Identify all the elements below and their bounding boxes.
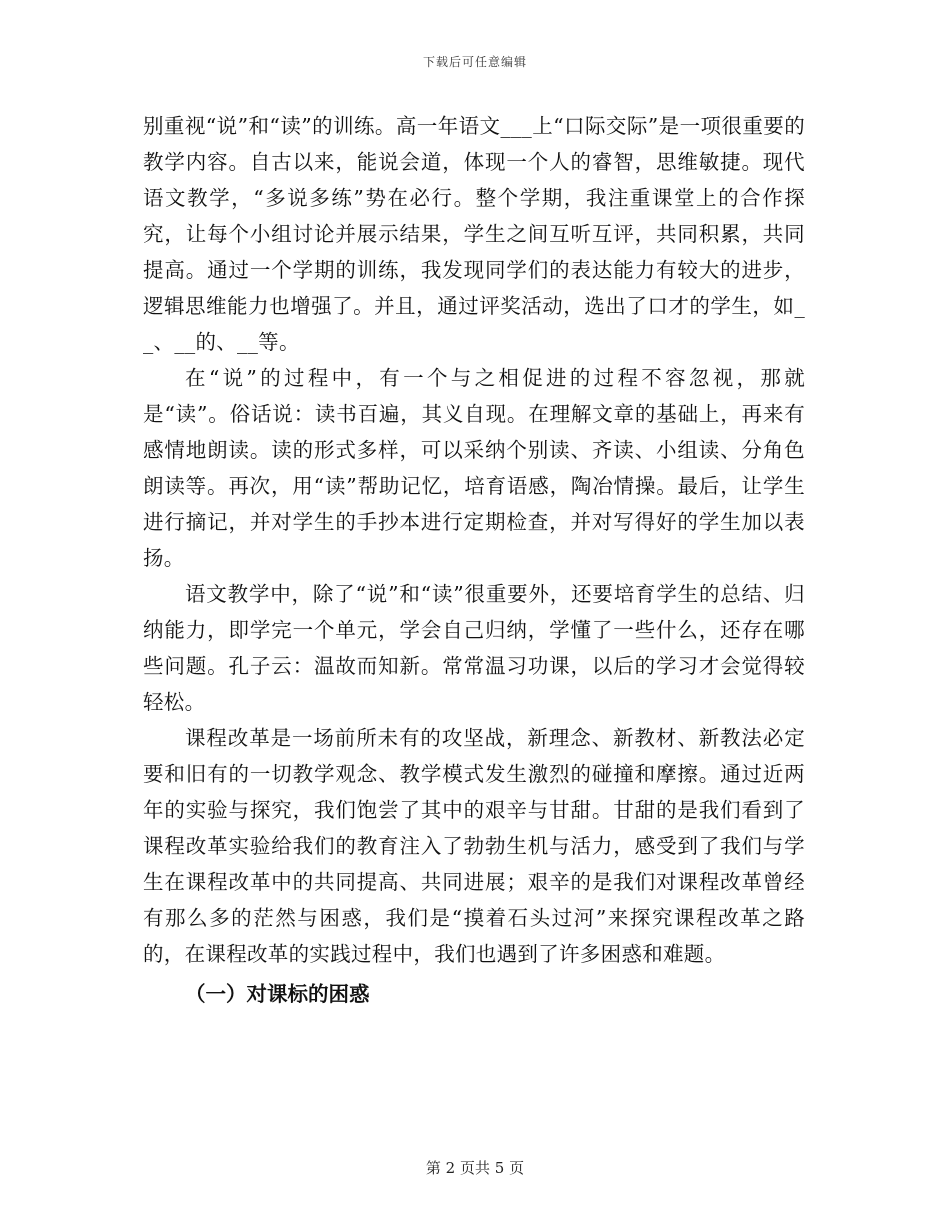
paragraph-summary-skills: 语文教学中，除了“说”和“读”很重要外，还要培育学生的总结、归纳能力，即学完一个单元，学会自己归纳，学懂了一些什么，还存在哪些问题。孔子云：温故而知新。常常温习功课，以后的学习才会觉得较轻松。: [143, 582, 805, 714]
document-body: [143, 108, 805, 1014]
page-footer: 第 2 页共 5 页: [425, 1159, 525, 1177]
paragraph-reading-training: 在“说”的过程中，有一个与之相促进的过程不容忽视，那就是“读”。俗话说：读书百遍，其义自现。在理解文章的基础上，再来有感情地朗读。读的形式多样，可以采纳个别读、齐读、小组读、分角色朗读等。再次，用“读”帮助记忆，培育语感，陶冶情操。最后，让学生进行摘记，并对学生的手抄本进行定期检查，并对写得好的学生加以表扬。: [143, 366, 805, 570]
paragraph-curriculum-reform: 课程改革是一场前所未有的攻坚战，新理念、新教材、新教法必定要和旧有的一切教学观念、教学模式发生激烈的碰撞和摩擦。通过近两年的实验与探究，我们饱尝了其中的艰辛与甘甜。甘甜的是我们看到了课程改革实验给我们的教育注入了勃勃生机与活力，感受到了我们与学生在课程改革中的共同提高、共同进展；艰辛的是我们对课程改革曾经有那么多的茫然与困惑，我们是“摸着石头过河”来探究课程改革之路的，在课程改革的实践过程中，我们也遇到了许多困惑和难题。: [143, 726, 805, 966]
page-header: 下载后可任意编辑: [422, 55, 527, 69]
section-heading: （一）对课标的困惑: [185, 982, 370, 1006]
paragraph-speaking-training: 别重视“说”和“读”的训练。高一年语文___上“口际交际”是一项很重要的教学内容。自古以来，能说会道，体现一个人的睿智，思维敏捷。现代语文教学，“多说多练”势在必行。整个学期，我注重课堂上的合作探究，让每个小组讨论并展示结果，学生之间互听互评，共同积累，共同提高。通过一个学期的训练，我发现同学们的表达能力有较大的进步，逻辑思维能力也增强了。并且，通过评奖活动，选出了口才的学生，如__、__的、__等。: [143, 114, 805, 354]
